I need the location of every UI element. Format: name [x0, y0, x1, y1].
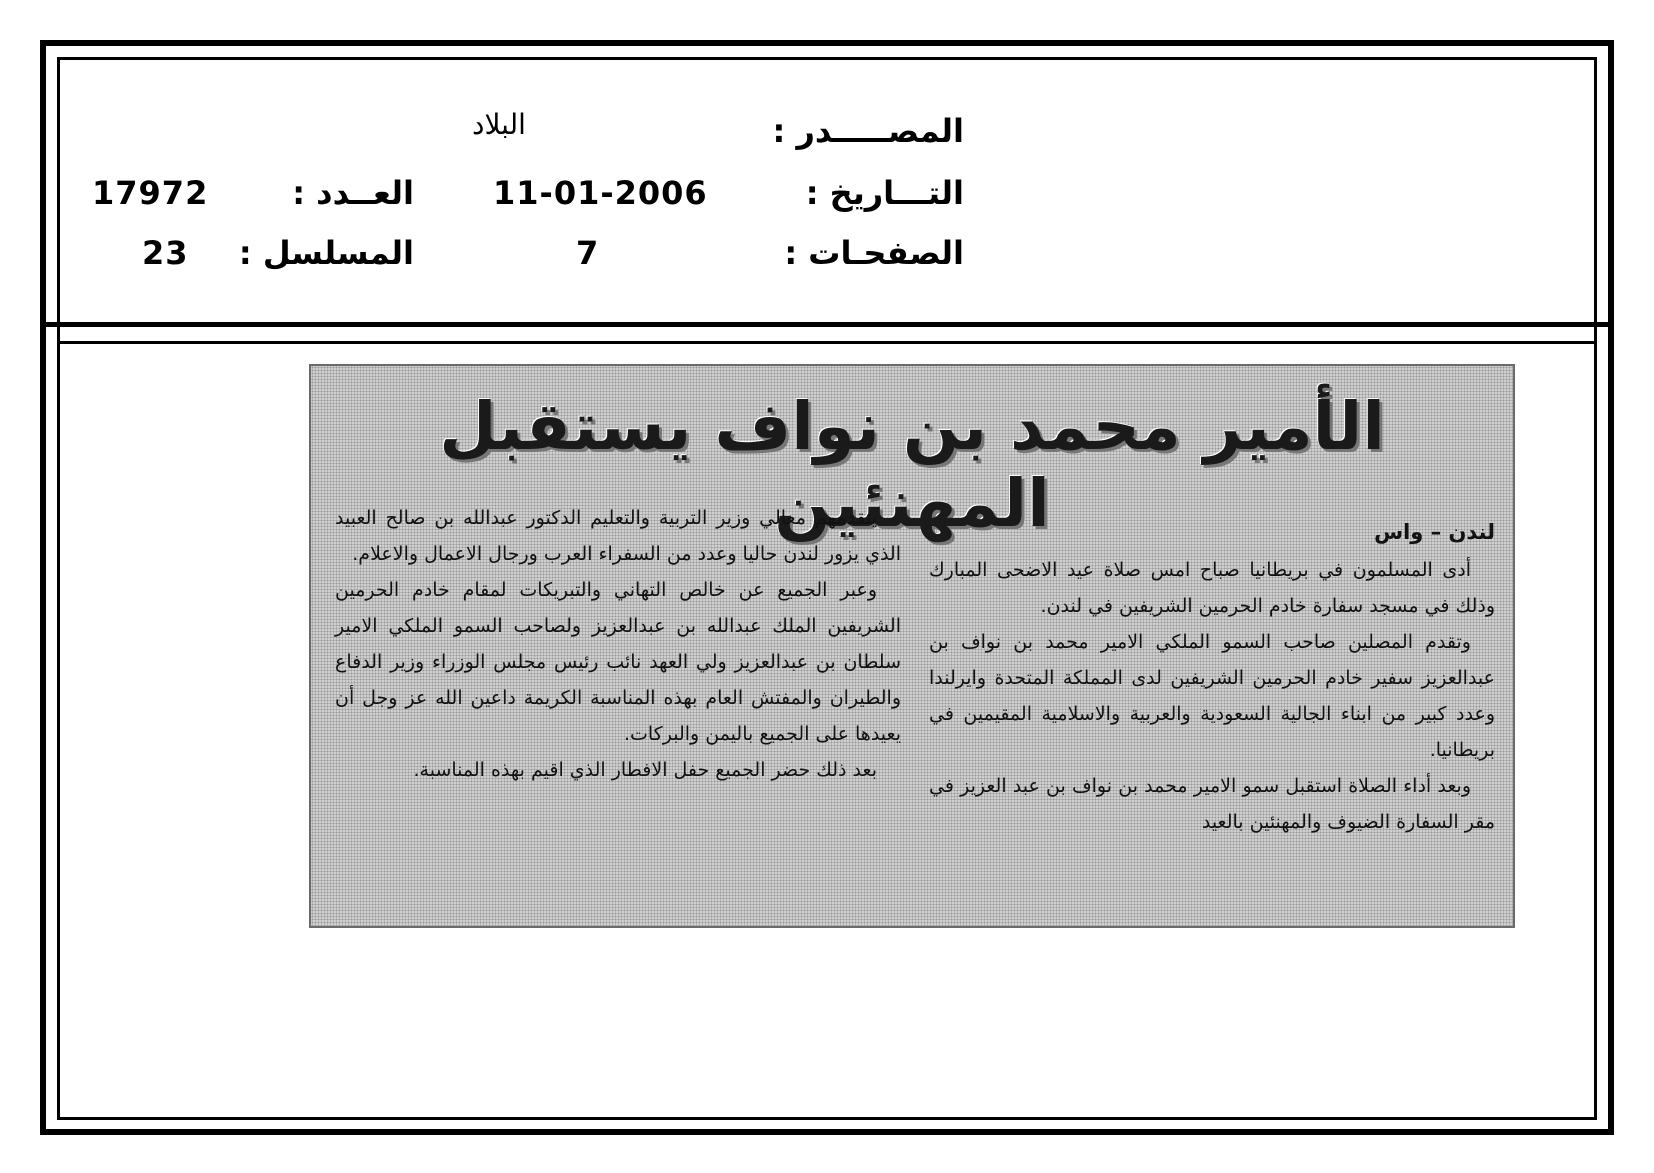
article-dateline: لندن – واس	[1374, 520, 1495, 544]
article-paragraph: بعد ذلك حضر الجميع حفل الافطار الذي اقيم بهذه المناسبة.	[413, 759, 877, 781]
header-divider-inner	[57, 341, 1597, 344]
source-label: المصـــــدر :	[772, 112, 964, 150]
serial-value: 23	[142, 234, 189, 272]
article-column-left	[335, 500, 901, 788]
pages-label: الصفحـات :	[784, 234, 964, 272]
date-value: 11-01-2006	[493, 174, 708, 212]
article-paragraph: أدى المسلمون في بريطانيا صباح امس صلاة عيد الاضحى المبارك وذلك في مسجد سفارة خادم الحرمين الشريفين في لندن.	[929, 559, 1495, 617]
source-value: البلاد	[472, 108, 526, 141]
issue-label: العــدد :	[292, 174, 414, 212]
issue-value: 17972	[92, 174, 209, 212]
serial-label: المسلسل :	[238, 234, 414, 272]
newspaper-clipping	[309, 364, 1515, 928]
article-paragraph: وعبر الجميع عن خالص التهاني والتبريكات لمقام خادم الحرمين الشريفين الملك عبدالله بن عبدالعزيز ولصاحب السمو الملكي الامير سلطان بن عبدالعزيز ولي العهد نائب رئيس مجلس الوزراء وزير الدفاع والطيران والمفتش العام بهذه المناسبة الكريمة داعين الله عز وجل أن يعيدها على الجميع باليمن والبركات.	[335, 579, 901, 745]
article-paragraph: يتقدمهم معالي وزير التربية والتعليم الدكتور عبدالله بن صالح العبيد الذي يزور لندن حاليا وعدد من السفراء العرب ورجال الاعمال والاعلام.	[335, 507, 901, 565]
article-paragraph: وتقدم المصلين صاحب السمو الملكي الامير محمد بن نواف بن عبدالعزيز سفير خادم الحرمين الشريفين لدى المملكة المتحدة وايرلندا وعدد كبير من ابناء الجالية السعودية والعربية والاسلامية المقيمين في بريطانيا.	[929, 631, 1495, 761]
article-paragraph: وبعد أداء الصلاة استقبل سمو الامير محمد بن نواف بن عبد العزيز في مقر السفارة الضيوف والمهنئين بالعيد	[929, 775, 1495, 833]
date-label: التـــاريخ :	[805, 174, 964, 212]
article-headline: الأمير محمد بن نواف يستقبل المهنئين	[439, 388, 1385, 542]
pages-value: 7	[576, 234, 600, 272]
article-column-right	[929, 514, 1495, 840]
header-divider	[40, 322, 1614, 327]
